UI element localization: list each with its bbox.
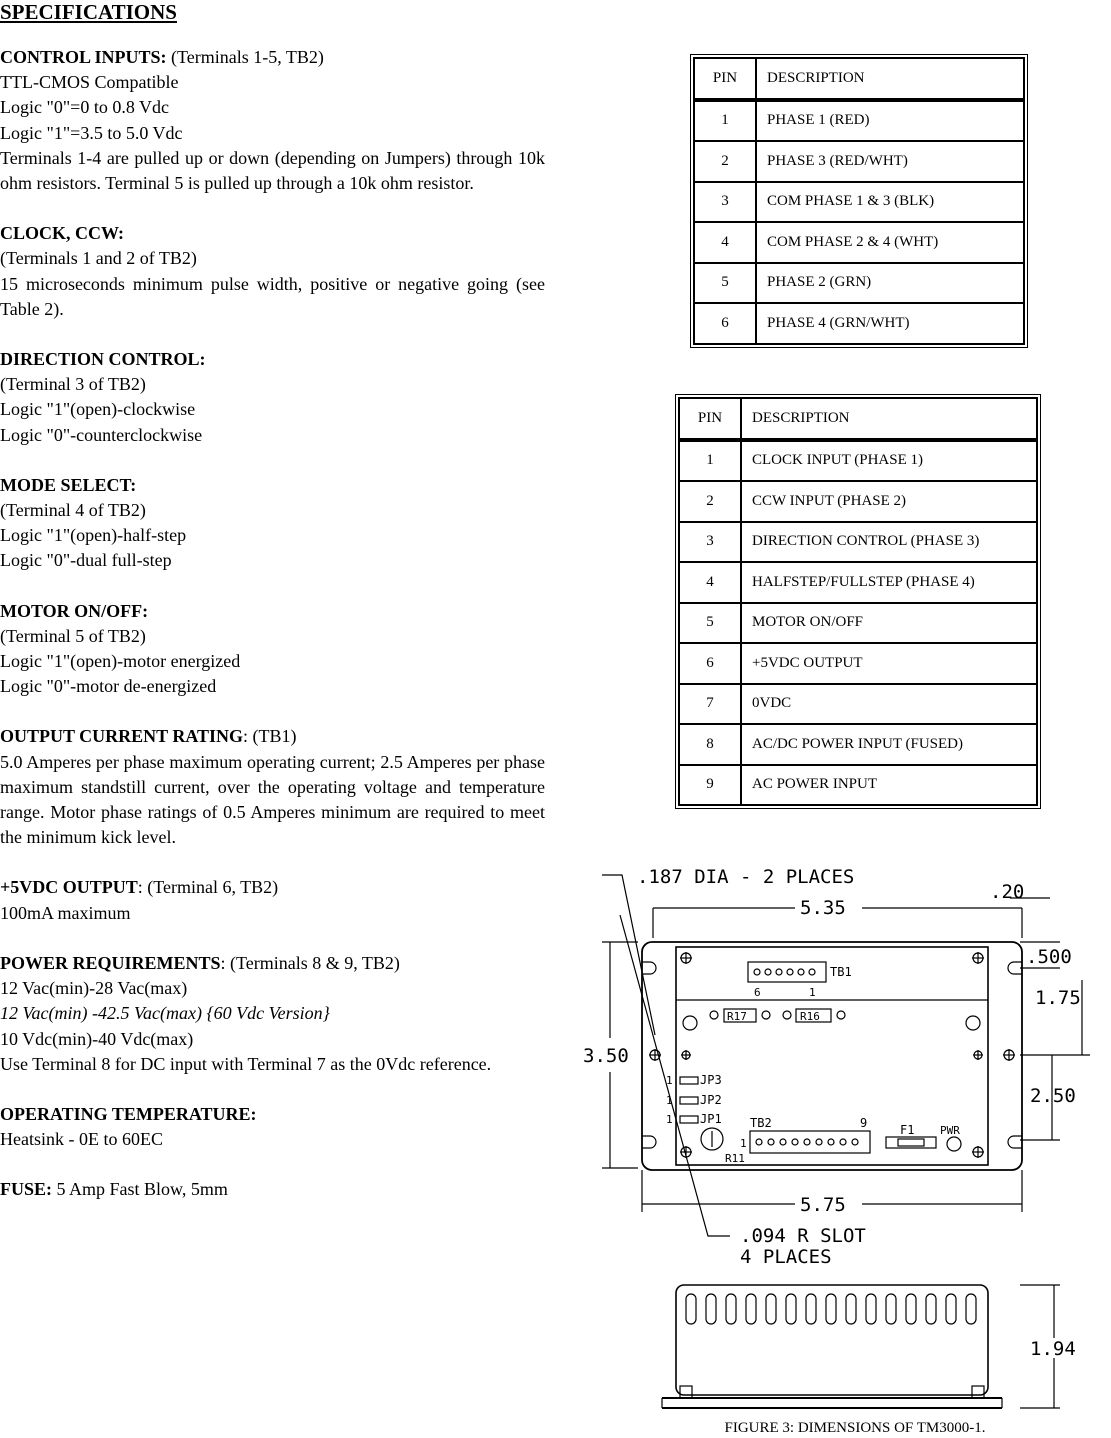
slots-callout-line2: 4 PLACES [740, 1246, 832, 1268]
table-row [680, 644, 1036, 685]
r16-label: R16 [800, 1010, 820, 1023]
control-inputs-section [0, 45, 545, 196]
figure-caption: FIGURE 3: DIMENSIONS OF TM3000-1. [724, 1420, 986, 1436]
side-view-screw [680, 1386, 692, 1398]
spec-line: (Terminal 4 of TB2) [0, 500, 146, 521]
table-row [695, 102, 1023, 143]
pin-header: PIN [695, 59, 757, 102]
description-cell: 0VDC [742, 685, 1036, 726]
jp1-label: JP1 [700, 1112, 722, 1126]
power-terminals: : (Terminals 8 & 9, TB2) [220, 952, 400, 973]
tb2-label: TB2 [750, 1116, 772, 1130]
description-cell: PHASE 3 (RED/WHT) [757, 142, 1023, 183]
spec-line: Logic "0"-dual full-step [0, 550, 172, 571]
pin-cell: 2 [680, 482, 742, 523]
description-cell: CCW INPUT (PHASE 2) [742, 482, 1036, 523]
jp2-jumper [680, 1097, 698, 1104]
table-row [695, 183, 1023, 224]
pin-cell: 1 [695, 102, 757, 143]
tb2-pin1-label: 1 [740, 1137, 747, 1150]
table-row [695, 223, 1023, 264]
dim-label-175: 1.75 [1035, 987, 1081, 1009]
pin-cell: 6 [695, 304, 757, 343]
vdc-output-terminals: : (Terminal 6, TB2) [137, 877, 279, 898]
spec-line: Heatsink - 0E to 60EC [0, 1129, 163, 1150]
spec-paragraph: 5.0 Amperes per phase maximum operating current; 2.5 Amperes per phase maximum standstill current, over the operating voltage and temperature range. Motor phase ratings of 0.5 Amperes minimum are required to meet the minimum kick level. [0, 751, 545, 848]
fuse-section [0, 1177, 545, 1202]
description-cell: HALFSTEP/FULLSTEP (PHASE 4) [742, 563, 1036, 604]
power-heading: POWER REQUIREMENTS [0, 952, 221, 973]
dim-label-575: 5.75 [800, 1194, 846, 1216]
pin-cell: 8 [680, 725, 742, 766]
pin-cell: 1 [680, 442, 742, 483]
spec-line: Use Terminal 8 for DC input with Terminal 7 as the 0Vdc reference. [0, 1053, 492, 1074]
jp1-jumper [680, 1116, 698, 1123]
tb1-pin6-label: 6 [754, 986, 761, 999]
vdc-output-heading: +5VDC OUTPUT [0, 877, 138, 898]
table-header-row [680, 399, 1036, 442]
r11-label: R11 [725, 1152, 745, 1165]
description-cell: COM PHASE 1 & 3 (BLK) [757, 183, 1023, 224]
description-cell: CLOCK INPUT (PHASE 1) [742, 442, 1036, 483]
dim-label-350: 3.50 [583, 1045, 629, 1067]
spec-line: 12 Vac(min)-28 Vac(max) [0, 978, 188, 999]
pin-cell: 9 [680, 766, 742, 805]
power-section [0, 951, 545, 1077]
tb1-pin-table [690, 54, 1028, 348]
description-cell: COM PHASE 2 & 4 (WHT) [757, 223, 1023, 264]
spec-line: 100mA maximum [0, 902, 131, 923]
spec-line: Logic "0"-counterclockwise [0, 424, 203, 445]
dim-label-020: .20 [990, 881, 1025, 903]
pin-cell: 2 [695, 142, 757, 183]
pwr-label: PWR [940, 1124, 960, 1137]
pwr-led [947, 1137, 961, 1151]
table-row [680, 442, 1036, 483]
motor-heading: MOTOR ON/OFF: [0, 600, 149, 621]
pin-cell: 4 [680, 563, 742, 604]
pin-cell: 3 [695, 183, 757, 224]
tb1-label: TB1 [830, 965, 852, 979]
spec-line: Logic "1"(open)-clockwise [0, 399, 196, 420]
page-title: SPECIFICATIONS [0, 0, 177, 24]
side-view-fins [686, 1294, 976, 1324]
pin-cell: 3 [680, 523, 742, 564]
jp1-pin1-label: 1 [666, 1113, 673, 1126]
tb2-pin9-label: 9 [860, 1116, 868, 1130]
motor-section [0, 599, 545, 700]
dim-label-535: 5.35 [800, 897, 846, 919]
table-row [680, 563, 1036, 604]
table-row [695, 264, 1023, 305]
table-row [680, 766, 1036, 805]
fuse-heading: FUSE: [0, 1179, 53, 1200]
r17-label: R17 [727, 1010, 747, 1023]
output-current-section [0, 724, 545, 850]
pin-cell: 5 [680, 604, 742, 645]
temperature-heading: OPERATING TEMPERATURE: [0, 1103, 257, 1124]
clock-ccw-heading: CLOCK, CCW: [0, 223, 125, 244]
spec-line: Logic "1"(open)-half-step [0, 525, 187, 546]
side-view-heatsink [676, 1285, 988, 1395]
spec-line: TTL-CMOS Compatible [0, 72, 179, 93]
spec-paragraph: Terminals 1-4 are pulled up or down (depending on Jumpers) through 10k ohm resistors. Terminal 5 is pulled up through a 10k ohm resistor. [0, 147, 545, 194]
spec-paragraph: 15 microseconds minimum pulse width, positive or negative going (see Table 2). [0, 273, 545, 319]
mode-heading: MODE SELECT: [0, 474, 137, 495]
spec-line: Logic "1"=3.5 to 5.0 Vdc [0, 122, 183, 143]
slot-bottom-right [1008, 1136, 1022, 1148]
spec-line: (Terminal 3 of TB2) [0, 374, 146, 395]
side-view-screw [972, 1386, 984, 1398]
dim-label-194: 1.94 [1030, 1338, 1076, 1360]
dim-label-250: 2.50 [1030, 1085, 1076, 1107]
output-current-heading: OUTPUT CURRENT RATING [0, 726, 244, 747]
mode-section [0, 473, 545, 574]
slot-top-right [1008, 962, 1022, 974]
description-cell: AC POWER INPUT [752, 776, 878, 793]
slots-callout-line1: .094 R SLOT [740, 1225, 866, 1247]
description-cell: PHASE 1 (RED) [757, 102, 1023, 143]
spec-line: Logic "0"-motor de-energized [0, 676, 217, 697]
temperature-section [0, 1102, 545, 1152]
pin-cell: 5 [695, 264, 757, 305]
spec-line: 10 Vdc(min)-40 Vdc(max) [0, 1028, 194, 1049]
pin-cell: 4 [695, 223, 757, 264]
output-current-terminals: : (TB1) [243, 726, 297, 747]
table-header-row [695, 59, 1023, 102]
direction-heading: DIRECTION CONTROL: [0, 349, 206, 370]
slot-bottom-left [642, 1136, 656, 1148]
spec-line: (Terminal 5 of TB2) [0, 625, 146, 646]
slot-top-left [642, 962, 656, 974]
dimension-drawing [580, 850, 1111, 1420]
description-cell: AC/DC POWER INPUT (FUSED) [742, 725, 1036, 766]
fuse-rating: 5 Amp Fast Blow, 5mm [52, 1179, 228, 1200]
pin-cell: 6 [680, 644, 742, 685]
tb2-pin-table [675, 394, 1041, 809]
control-inputs-heading: CONTROL INPUTS: [0, 47, 167, 67]
jp3-label: JP3 [700, 1073, 722, 1087]
description-cell: DIRECTION CONTROL (PHASE 3) [742, 523, 1036, 564]
description-cell: PHASE 4 (GRN/WHT) [767, 314, 910, 331]
table-row [680, 482, 1036, 523]
holes-callout: .187 DIA - 2 PLACES [637, 866, 855, 888]
spec-line-italic: 12 Vac(min) -42.5 Vac(max) {60 Vdc Version} [0, 1003, 330, 1024]
f1-label: F1 [900, 1123, 915, 1137]
specifications-column [0, 0, 545, 1228]
jp3-pin1-label: 1 [666, 1074, 673, 1087]
pin-header: PIN [680, 399, 742, 442]
table-row [680, 685, 1036, 726]
jp2-label: JP2 [700, 1093, 722, 1107]
jp3-jumper [680, 1077, 698, 1084]
table-row [680, 725, 1036, 766]
clock-ccw-section [0, 221, 545, 322]
description-cell: PHASE 2 (GRN) [757, 264, 1023, 305]
description-cell: +5VDC OUTPUT [742, 644, 1036, 685]
vdc-output-section [0, 875, 545, 925]
spec-line: (Terminals 1 and 2 of TB2) [0, 248, 197, 269]
description-header: DESCRIPTION [742, 399, 1036, 442]
tb1-pin1-label: 1 [809, 986, 816, 999]
dim-label-500: .500 [1026, 946, 1072, 968]
table-row [695, 304, 1023, 343]
jp2-pin1-label: 1 [666, 1094, 673, 1107]
description-cell: MOTOR ON/OFF [742, 604, 1036, 645]
table-row [680, 604, 1036, 645]
table-row [680, 523, 1036, 564]
spec-line: Logic "1"(open)-motor energized [0, 651, 241, 672]
spec-line: Logic "0"=0 to 0.8 Vdc [0, 97, 169, 118]
control-inputs-terminals: (Terminals 1-5, TB2) [166, 47, 324, 67]
table-row [695, 142, 1023, 183]
pin-cell: 7 [680, 685, 742, 726]
description-header: DESCRIPTION [757, 59, 1023, 102]
direction-section [0, 347, 545, 448]
